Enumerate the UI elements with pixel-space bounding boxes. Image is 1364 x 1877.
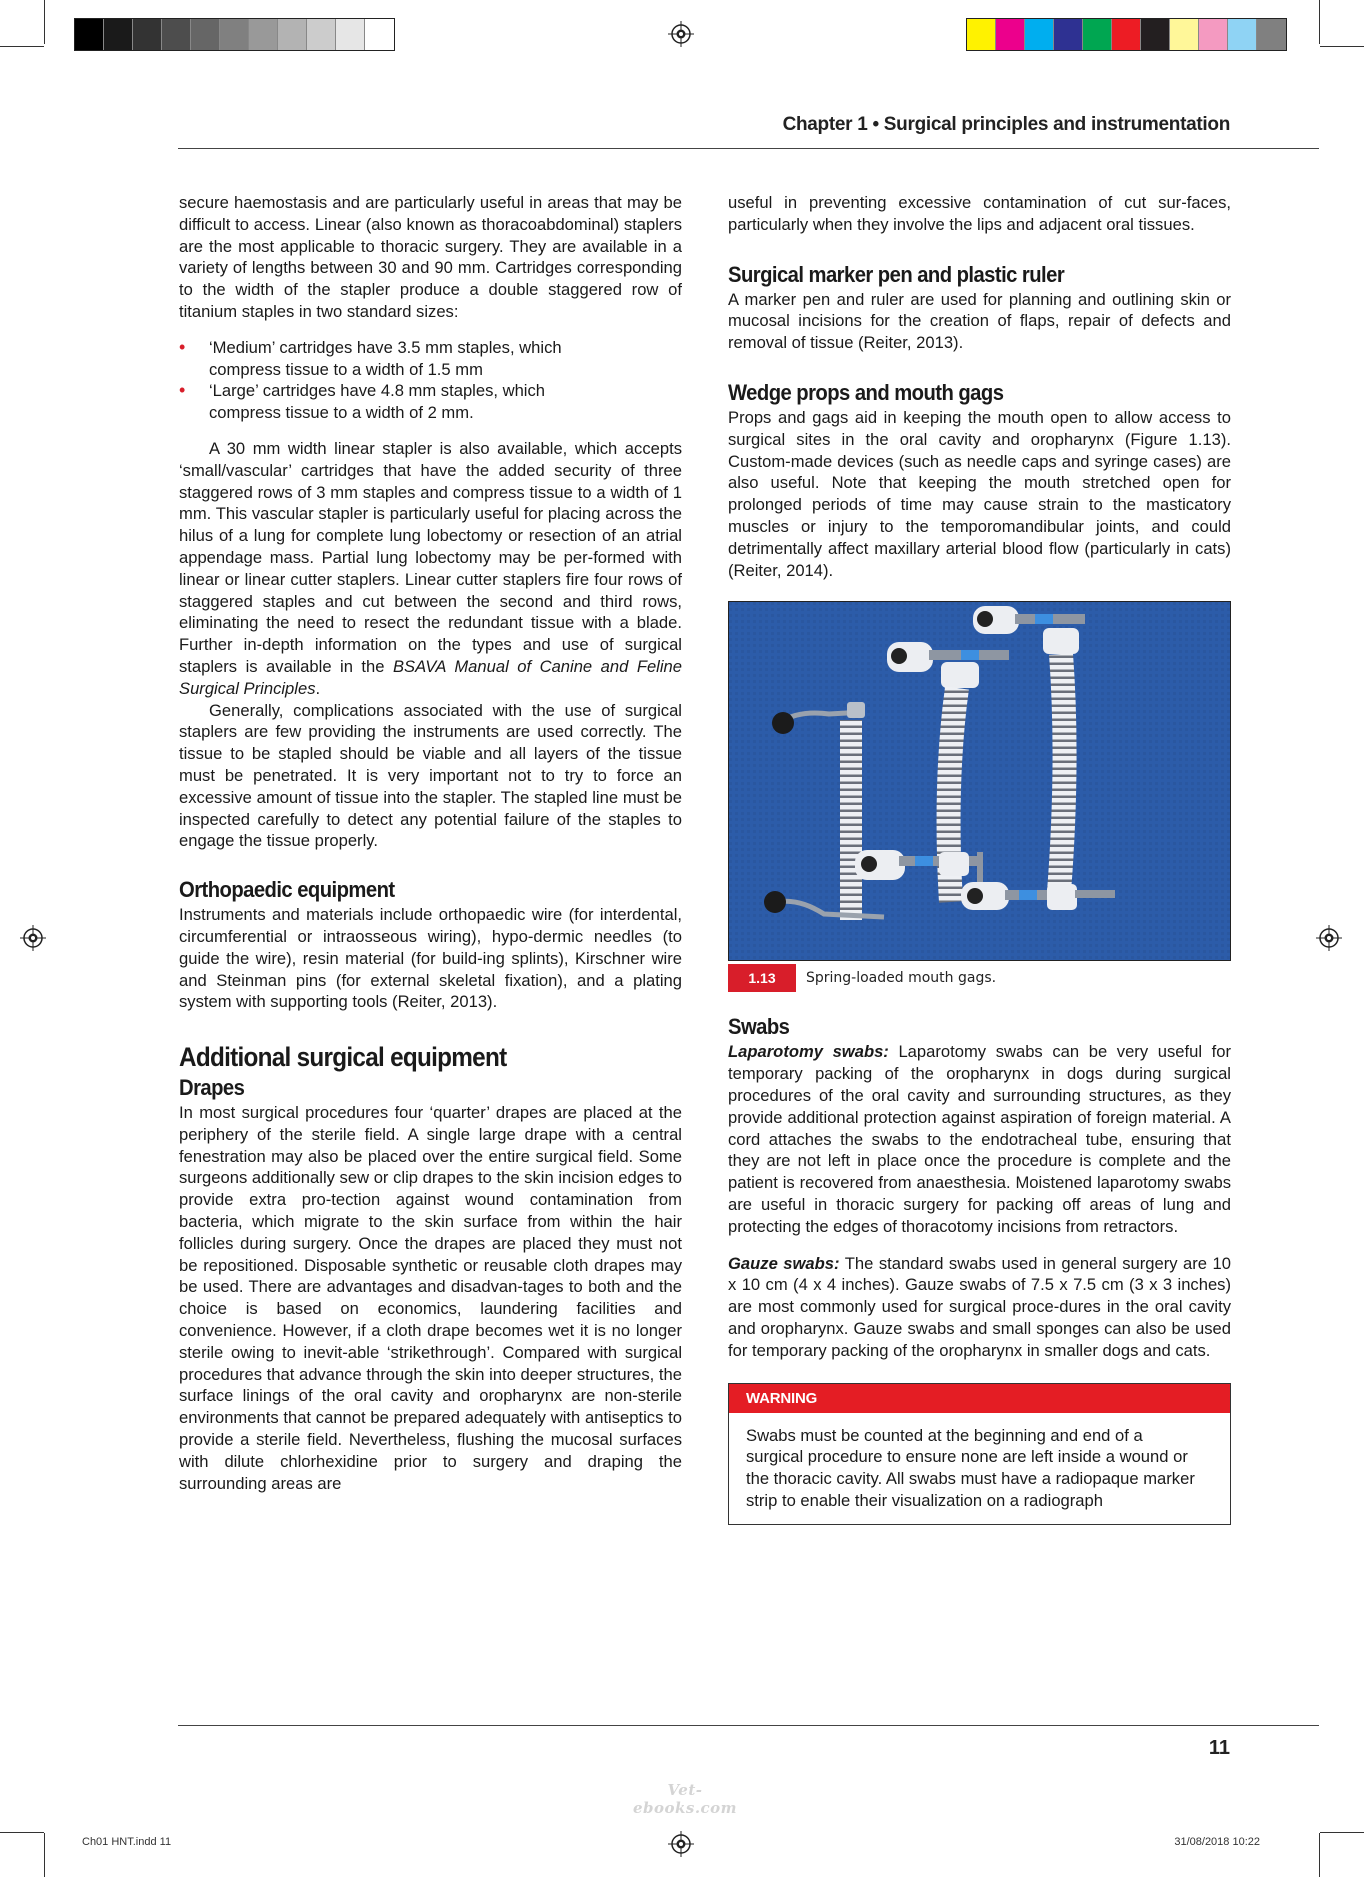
warning-box <box>728 1383 1231 1525</box>
color-swatch <box>1228 19 1257 50</box>
body-paragraph: Instruments and materials include orthopaedic wire (for interdental, circumferential or intraosseous wiring), hypo-dermic needles (to guide the wire), resin material (for build-ing splints), Kirschner wire and Steinman pins (for external skeletal fixation), and a plating system with supporting tools (Reiter, 2013). <box>179 905 682 1012</box>
left-column <box>179 192 682 1494</box>
warning-title: WARNING <box>729 1384 1230 1413</box>
crop-mark <box>44 1833 45 1877</box>
run-in-heading: Laparotomy swabs: <box>728 1042 889 1062</box>
crop-mark <box>0 46 44 47</box>
color-swatch <box>1112 19 1141 50</box>
body-paragraph: secure haemostasis and are particularly useful in areas that may be difficult to access. Linear (also known as thoracoabdominal) staplers are the most applicable to thoracic surgery. They are available in a variety of lengths between 30 and 90 mm. Cartridges corresponding to the width of the stapler produce a double staggered row of titanium staples in two standard sizes: <box>179 193 682 321</box>
color-calibration-bar <box>966 18 1287 51</box>
section-heading: Surgical marker pen and plastic ruler <box>728 261 1065 287</box>
list-item-line: ‘Medium’ cartridges have 3.5 mm staples, which <box>209 337 562 357</box>
text-run: The standard swabs used in general surgery are 10 x 10 cm (4 x 4 inches). Gauze swabs of 7.5 x 7.5 cm (3 x 3 inches) are most commonly used for surgical proce-dures in the oral cavity and oropharynx. Gauze swabs and small sponges can also be used for temporary packing of the oropharynx in smaller dogs and cats. <box>728 1253 1231 1360</box>
list-item-line: ‘Large’ cartridges have 4.8 mm staples, which <box>209 381 546 401</box>
right-column <box>728 192 1231 1525</box>
color-swatch <box>1083 19 1112 50</box>
color-swatch <box>1054 19 1083 50</box>
grey-calibration-bar <box>74 18 395 51</box>
section-heading: Orthopaedic equipment <box>179 877 395 903</box>
chapter-section-heading: Additional surgical equipment <box>179 1042 507 1073</box>
figure-photo <box>728 601 1231 961</box>
crop-mark <box>1320 46 1364 47</box>
watermark: Vet-ebooks.com <box>632 1781 738 1817</box>
bullet-list <box>179 337 682 424</box>
color-swatch <box>1170 19 1199 50</box>
registration-mark-icon <box>1316 925 1342 951</box>
page-number: 11 <box>1208 1737 1230 1759</box>
crop-mark <box>44 0 45 44</box>
grey-swatch <box>191 19 220 50</box>
grey-swatch <box>336 19 365 50</box>
body-paragraph: Props and gags aid in keeping the mouth open to allow access to surgical sites in the oral cavity and oropharynx (Figure 1.13). Custom-made devices (such as needle caps and syringe cases) are also useful. Note that keeping the mouth stretched open for prolonged periods of time may cause strain to the masticatory muscles or injury to the temporomandibular joints, and could detrimentally affect maxillary arterial blood flow (particularly in cats) (Reiter, 2014). <box>728 407 1231 580</box>
crop-mark <box>1319 1833 1320 1877</box>
figure-number-badge: 1.13 <box>728 964 796 992</box>
figure-caption-text: Spring-loaded mouth gags. <box>806 970 997 987</box>
grey-swatch <box>133 19 162 50</box>
slug-date-info: 31/08/2018 10:22 <box>1174 1836 1260 1848</box>
color-swatch <box>1199 19 1228 50</box>
list-item-line: compress tissue to a width of 1.5 mm <box>209 359 483 379</box>
body-paragraph <box>728 1041 1231 1237</box>
body-paragraph: A marker pen and ruler are used for planning and outlining skin or mucosal incisions for the creation of flaps, repair of defects and removal of tissue (Reiter, 2013). <box>728 289 1231 353</box>
footer-rule <box>178 1725 1319 1726</box>
list-item <box>179 380 682 424</box>
color-swatch <box>1141 19 1170 50</box>
text-run: . <box>315 678 321 698</box>
registration-mark-icon <box>668 1831 694 1857</box>
slug-file-info: Ch01 HNT.indd 11 <box>82 1836 172 1848</box>
color-swatch <box>1257 19 1286 50</box>
crop-mark <box>1319 0 1320 44</box>
bullet-icon: • <box>179 380 186 401</box>
registration-mark-icon <box>20 925 46 951</box>
list-item <box>179 337 682 381</box>
crop-mark <box>1320 1832 1364 1833</box>
color-swatch <box>967 19 996 50</box>
grey-swatch <box>75 19 104 50</box>
section-heading: Drapes <box>179 1075 245 1101</box>
text-run: Laparotomy swabs can be very useful for temporary packing of the oropharynx in dogs during surgical procedures of the oral cavity and surrounding structures, as they provide additional protection against aspiration of foreign material. A cord attaches the swabs to the endotracheal tube, ensuring that they are not left in place once the procedure is complete and the patient is recovered from anaesthesia. Moistened laparotomy swabs are useful in thoracic surgery for packing off areas of lung and protecting the edges of thoracotomy incisions from retractors. <box>728 1042 1231 1236</box>
body-paragraph <box>728 1253 1231 1362</box>
section-heading: Swabs <box>728 1014 790 1040</box>
body-paragraph <box>179 438 682 700</box>
crop-mark <box>0 1832 44 1833</box>
text-run: A 30 mm width linear stapler is also available, which accepts ‘small/vascular’ cartridges that have the added security of three staggered rows of 3 mm staples and compress tissue to a width of 1 mm. This vascular stapler is particularly useful for placing across the hilus of a lung for complete lung lobectomy or resection of an atrial appendage mass. Partial lung lobectomy may be per-formed with linear or linear cutter staplers. Linear cutter staplers fire four rows of staggered staples and cut between the second and third rows, eliminating the need to resect the redundant tissue with a blade. Further in-depth information on the types and use of surgical staplers is available in the <box>179 438 682 676</box>
grey-swatch <box>220 19 249 50</box>
color-swatch <box>996 19 1025 50</box>
run-in-heading: Gauze swabs: <box>728 1253 840 1273</box>
body-paragraph: Generally, complications associated with the use of surgical staplers are few providing the instruments are used correctly. The tissue to be stapled should be viable and all layers of the tissue must be penetrated. It is very important not to try to force an excessive amount of tissue into the stapler. The stapled line must be inspected carefully to detect any potential failure of the staples to engage the tissue properly. <box>179 700 682 851</box>
warning-body: Swabs must be counted at the beginning and end of a surgical procedure to ensure none are left inside a wound or the thoracic cavity. All swabs must have a radiopaque marker strip to enable their visualization on a radiograph <box>746 1425 1195 1510</box>
book-title: BSAVA Manual of Canine and Feline Surgical Principles <box>179 656 683 698</box>
body-paragraph: In most surgical procedures four ‘quarter’ drapes are placed at the periphery of the sterile field. A single large drape with a central fenestration may also be placed over the entire surgical field. Some surgeons additionally sew or clip drapes to the skin incision edges to provide extra pro-tection against wound contamination from bacteria, which migrate to the skin surface from within the hair follicles during surgery. Once the drapes are placed they must not be repositioned. Disposable synthetic or reusable cloth drapes may be used. There are advantages and disadvan-tages to both and the choice is based on economics, laundering facilities and convenience. However, if a cloth drape becomes wet it is no longer sterile owing to inevit-able ‘strikethrough’. Compared with surgical procedures that advance through the skin into deeper structures, the surface linings of the oral cavity and oropharynx are non-sterile environments that cannot be prepared adequately with antiseptics to provide a sterile field. Nevertheless, flushing the mucosal surfaces with dilute chlorhexidine prior to surgery and draping the surrounding areas are <box>179 1103 682 1493</box>
grey-swatch <box>307 19 336 50</box>
registration-mark-icon <box>668 21 694 47</box>
grey-swatch <box>249 19 278 50</box>
grey-swatch <box>278 19 307 50</box>
color-swatch <box>1025 19 1054 50</box>
mouth-gag-illustration <box>729 602 1230 960</box>
body-paragraph: useful in preventing excessive contamination of cut sur-faces, particularly when they involve the lips and adjacent oral tissues. <box>728 193 1231 234</box>
figure-caption <box>728 964 1231 992</box>
grey-swatch <box>104 19 133 50</box>
grey-swatch <box>162 19 191 50</box>
grey-swatch <box>365 19 394 50</box>
section-heading: Wedge props and mouth gags <box>728 379 1004 405</box>
header-rule <box>178 148 1319 149</box>
list-item-line: compress tissue to a width of 2 mm. <box>209 403 474 423</box>
bullet-icon: • <box>179 336 186 357</box>
running-header: Chapter 1 • Surgical principles and instrumentation <box>782 114 1230 135</box>
